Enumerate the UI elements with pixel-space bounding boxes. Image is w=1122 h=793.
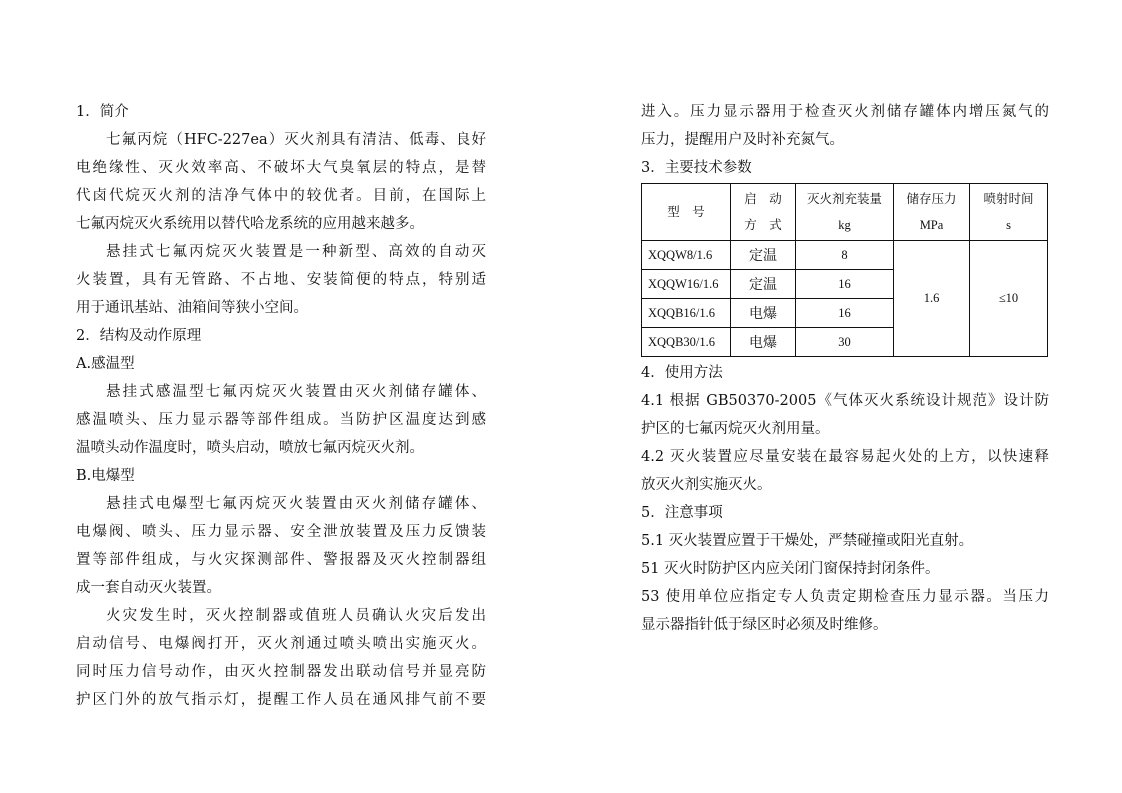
type-b-paragraph-2 — [76, 602, 486, 714]
text-line: 4.2 灭火装置应尽量安装在最容易起火处的上方，以快速释 — [641, 449, 1049, 465]
section-3-heading: 3．主要技术参数 — [641, 160, 752, 176]
right-column — [641, 98, 1049, 639]
text-line: 压力，提醒用户及时补充氮气。 — [641, 132, 844, 148]
text-line: 悬挂式电爆型七氟丙烷灭火装置由灭火剂储存罐体、 — [106, 496, 486, 512]
cell-model: XQQW8/1.6 — [642, 241, 731, 270]
header-pressure — [894, 184, 970, 241]
cell-charge: 8 — [796, 241, 894, 270]
header-method — [731, 184, 796, 241]
section-5-heading: 5．注意事项 — [641, 505, 723, 521]
cell-charge: 16 — [796, 299, 894, 328]
cell-charge: 30 — [796, 328, 894, 357]
intro-paragraph-1 — [76, 126, 486, 238]
header-time-unit: s — [1006, 218, 1011, 232]
header-method-line: 启 动 — [744, 192, 782, 206]
cell-model: XQQB30/1.6 — [642, 328, 731, 357]
type-a-paragraph — [76, 378, 486, 462]
spec-table — [641, 183, 1048, 357]
header-charge-label: 灭火剂充装量 — [806, 192, 882, 206]
text-line: 感温喷头、压力显示器等部件组成。当防护区温度达到感 — [76, 412, 486, 428]
text-line: 火灾发生时，灭火控制器或值班人员确认火灾后发出 — [106, 608, 486, 624]
cell-model: XQQB16/1.6 — [642, 299, 731, 328]
text-line: 显示器指针低于绿区时必须及时维修。 — [641, 617, 888, 633]
text-line: 电爆阀、喷头、压力显示器、安全泄放装置及压力反馈装 — [76, 524, 486, 540]
intro-paragraph-2 — [76, 238, 486, 322]
cell-time: ≤10 — [970, 241, 1048, 357]
text-line: 悬挂式七氟丙烷灭火装置是一种新型、高效的自动灭 — [106, 244, 486, 260]
cell-method: 电爆 — [731, 328, 796, 357]
text-line: 放灭火剂实施灭火。 — [641, 477, 772, 493]
header-pressure-label: 储存压力 — [906, 192, 957, 206]
header-pressure-unit: MPa — [919, 218, 944, 232]
text-line: 4.1 根据 GB50370-2005《气体灭火系统设计规范》设计防 — [641, 393, 1049, 409]
table-header-row — [642, 184, 1048, 241]
header-method-line: 方 式 — [744, 218, 782, 232]
usage-item-4-2 — [641, 443, 1049, 499]
usage-item-4-1 — [641, 387, 1049, 443]
cell-pressure: 1.6 — [894, 241, 970, 357]
section-2-heading: 2．结构及动作原理 — [76, 328, 202, 344]
header-model: 型 号 — [642, 184, 731, 241]
cell-method: 定温 — [731, 241, 796, 270]
text-line: 温喷头动作温度时，喷头启动，喷放七氟丙烷灭火剂。 — [76, 440, 424, 456]
text-line: 七氟丙烷（HFC-227ea）灭火剂具有清洁、低毒、良好 — [106, 132, 486, 148]
cell-method: 定温 — [731, 270, 796, 299]
type-a-heading: A.感温型 — [76, 356, 135, 372]
section-4-heading: 4．使用方法 — [641, 365, 723, 381]
header-charge-unit: kg — [838, 218, 851, 232]
header-time-label: 喷射时间 — [983, 192, 1034, 206]
header-charge — [796, 184, 894, 241]
type-b-heading: B.电爆型 — [76, 468, 135, 484]
text-line: 电绝缘性、灭火效率高、不破坏大气臭氧层的特点，是替 — [76, 160, 486, 176]
text-line: 置等部件组成，与火灾探测部件、警报器及灭火控制器组 — [76, 552, 486, 568]
table-row — [642, 241, 1048, 270]
caution-item-5-2: 51 灭火时防护区内应关闭门窗保持封闭条件。 — [641, 561, 940, 577]
text-line: 七氟丙烷灭火系统用以替代哈龙系统的应用越来越多。 — [76, 216, 424, 232]
text-line: 用于通讯基站、油箱间等狭小空间。 — [76, 300, 308, 316]
text-line: 护区门外的放气指示灯，提醒工作人员在通风排气前不要 — [76, 692, 486, 708]
text-line: 进入。压力显示器用于检查灭火剂储存罐体内增压氮气的 — [641, 104, 1049, 120]
cell-charge: 16 — [796, 270, 894, 299]
text-line: 代卤代烷灭火剂的洁净气体中的较优者。目前，在国际上 — [76, 188, 486, 204]
text-line: 启动信号、电爆阀打开，灭火剂通过喷头喷出实施灭火。 — [76, 636, 486, 652]
text-line: 53 使用单位应指定专人负责定期检查压力显示器。当压力 — [641, 589, 1049, 605]
text-line: 火装置，具有无管路、不占地、安装简便的特点，特别适 — [76, 272, 486, 288]
cell-model: XQQW16/1.6 — [642, 270, 731, 299]
section-1-heading: 1．简介 — [76, 104, 129, 120]
caution-item-5-1: 5.1 灭火装置应置于干燥处，严禁碰撞或阳光直射。 — [641, 533, 974, 549]
text-line: 悬挂式感温型七氟丙烷灭火装置由灭火剂储存罐体、 — [106, 384, 486, 400]
text-line: 同时压力信号动作，由灭火控制器发出联动信号并显亮防 — [76, 664, 486, 680]
cell-method: 电爆 — [731, 299, 796, 328]
continued-paragraph — [641, 98, 1049, 154]
caution-item-5-3 — [641, 583, 1049, 639]
type-b-paragraph-1 — [76, 490, 486, 602]
text-line: 护区的七氟丙烷灭火剂用量。 — [641, 421, 830, 437]
header-time — [970, 184, 1048, 241]
left-column — [76, 98, 486, 714]
text-line: 成一套自动灭火装置。 — [76, 580, 221, 596]
